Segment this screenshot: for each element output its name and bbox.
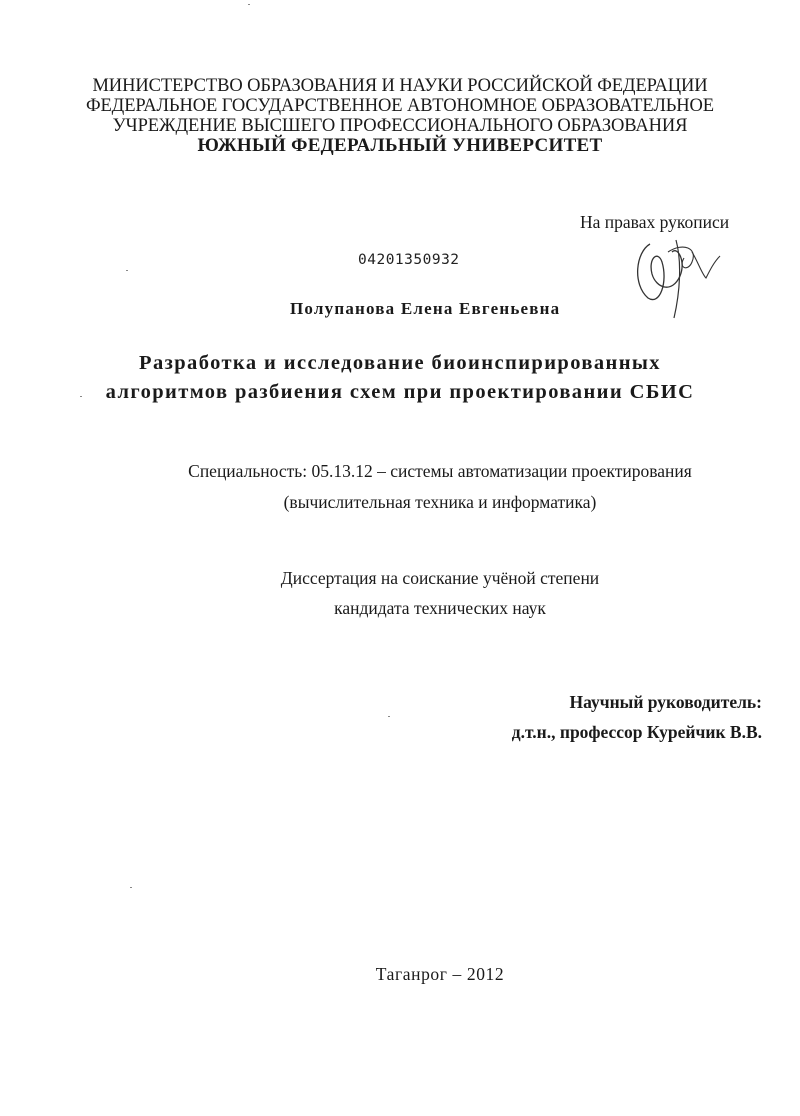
place-year: Таганрог – 2012 xyxy=(375,964,505,984)
scan-speck xyxy=(388,716,390,717)
manuscript-note: На правах рукописи xyxy=(580,212,730,232)
scan-speck xyxy=(248,4,250,5)
author-name: Полупанова Елена Евгеньевна xyxy=(290,299,561,318)
ministry-line: МИНИСТЕРСТВО ОБРАЗОВАНИЯ И НАУКИ РОССИЙСКОЙ ФЕДЕРАЦИИ xyxy=(92,76,708,96)
registration-number: 04201350932 xyxy=(358,252,460,268)
handwritten-signature xyxy=(628,222,728,322)
university-name: ЮЖНЫЙ ФЕДЕРАЛЬНЫЙ УНИВЕРСИТЕТ xyxy=(197,135,603,156)
scan-speck xyxy=(130,887,132,888)
specialty-line-2: (вычислительная техника и информатика) xyxy=(283,492,597,512)
institution-line-1: ФЕДЕРАЛЬНОЕ ГОСУДАРСТВЕННОЕ АВТОНОМНОЕ ОБРАЗОВАТЕЛЬНОЕ xyxy=(85,96,715,116)
supervisor-label: Научный руководитель: xyxy=(569,692,762,712)
degree-line-1: Диссертация на соискание учёной степени xyxy=(280,568,600,588)
scan-speck xyxy=(126,270,128,271)
degree-line-2: кандидата технических наук xyxy=(334,598,546,618)
specialty-line-1: Специальность: 05.13.12 – системы автоматизации проектирования xyxy=(188,461,692,481)
supervisor-name: д.т.н., профессор Курейчик В.В. xyxy=(511,722,762,742)
title-line-2: алгоритмов разбиения схем при проектировании СБИС xyxy=(105,381,695,403)
title-line-1: Разработка и исследование биоинспирированных xyxy=(139,352,661,374)
scan-speck xyxy=(80,396,82,397)
institution-line-2: УЧРЕЖДЕНИЕ ВЫСШЕГО ПРОФЕССИОНАЛЬНОГО ОБРАЗОВАНИЯ xyxy=(112,116,688,136)
